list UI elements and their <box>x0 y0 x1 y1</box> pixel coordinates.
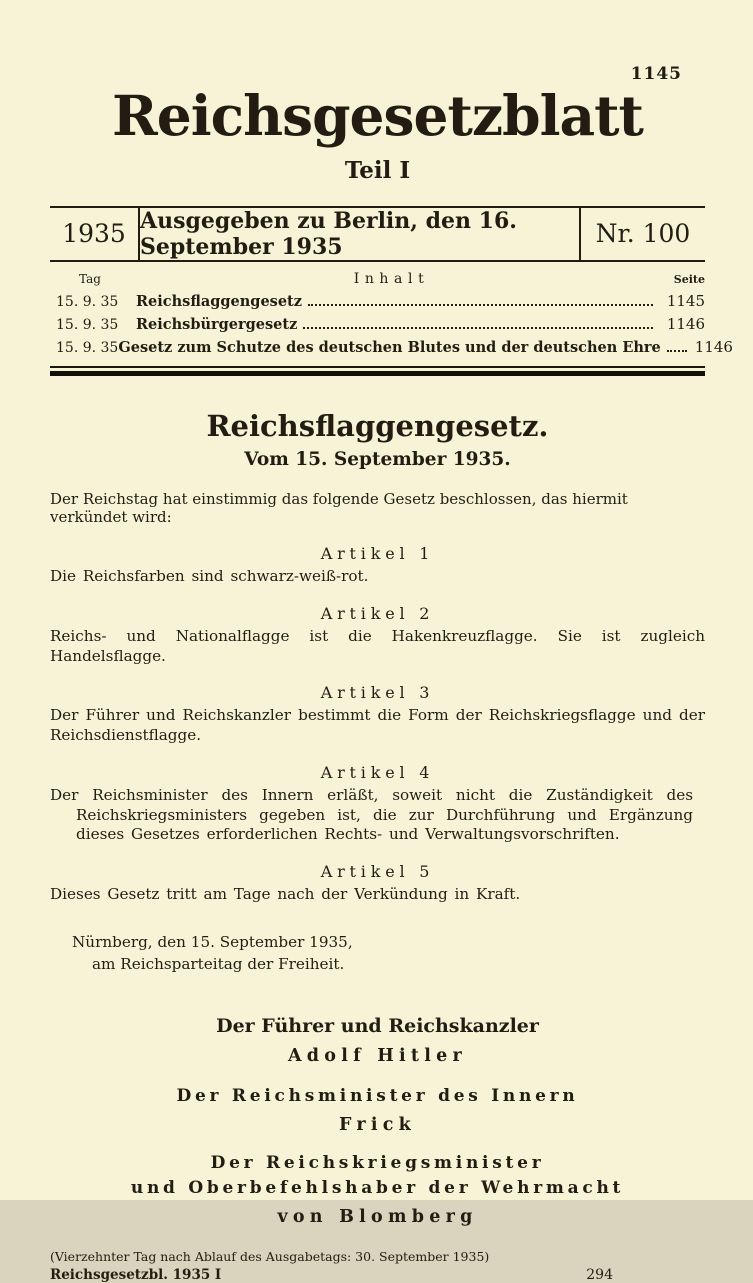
issue-info-table <box>50 206 705 262</box>
toc-row-title: Gesetz zum Schutze des deutschen Blutes und der deutschen Ehre <box>118 338 661 356</box>
article-text: Reichs- und Nationalflagge ist die Hakenkreuzflagge. Sie ist zugleich Handelsflagge. <box>50 626 705 665</box>
toc-row <box>50 292 705 310</box>
signature-role-line2: und Oberbefehlshaber der Wehrmacht <box>130 1177 625 1198</box>
sheet-number: 294 <box>586 1266 613 1283</box>
toc-row-page: 1145 <box>666 291 705 310</box>
article-heading: Artikel 2 <box>320 603 435 623</box>
article-text: Der Reichsminister des Innern erläßt, soweit nicht die Zuständigkeit des Reichskriegsministers gegeben ist, die zur Durchführung und Ergänzung dieses Gesetzes erforderlichen Rechts- und Verwaltungsvorschriften. <box>50 785 693 844</box>
article-text: Die Reichsfarben sind schwarz-weiß-rot. <box>50 567 369 585</box>
law-subtitle: Vom 15. September 1935. <box>244 448 511 470</box>
toc-row-page: 1146 <box>694 337 733 356</box>
article-5 <box>50 862 705 905</box>
article-text: Dieses Gesetz tritt am Tage nach der Verkündung in Kraft. <box>50 885 521 903</box>
place-date-line1: Nürnberg, den 15. September 1935, <box>72 932 353 951</box>
toc-header <box>50 271 705 287</box>
issue-year: 1935 <box>50 208 140 260</box>
toc-row <box>50 315 705 333</box>
article-4 <box>50 763 705 845</box>
toc-dotted-leader <box>308 304 653 306</box>
section-divider-rule <box>50 366 705 376</box>
law-preamble: Der Reichstag hat einstimmig das folgende Gesetz beschlossen, das hiermit verkündet wird: <box>50 489 628 527</box>
article-3 <box>50 683 705 746</box>
signature-role: Der Reichskriegsminister <box>210 1152 545 1173</box>
toc-dotted-leader <box>303 327 653 329</box>
toc-dotted-leader <box>667 350 687 352</box>
table-of-contents <box>50 270 733 356</box>
signature-role: Der Reichsminister des Innern <box>176 1085 579 1106</box>
article-heading: Artikel 4 <box>320 762 435 782</box>
signature-kriegsminister <box>50 1153 705 1227</box>
signature-name: Frick <box>338 1114 416 1135</box>
effective-date-note: (Vierzehnter Tag nach Ablauf des Ausgabetags: 30. September 1935) <box>50 1248 490 1264</box>
toc-col-page: Seite <box>673 272 705 286</box>
toc-row <box>50 337 733 356</box>
article-1 <box>50 544 705 587</box>
toc-row-page: 1146 <box>666 314 705 333</box>
toc-row-title: Reichsflaggengesetz <box>136 292 302 310</box>
article-2 <box>50 604 705 667</box>
signature-role: Der Führer und Reichskanzler <box>216 1014 539 1037</box>
issue-number: Nr. 100 <box>595 219 691 248</box>
toc-row-title: Reichsbürgergesetz <box>136 315 298 333</box>
signature-innenminister <box>50 1086 705 1135</box>
toc-row-date: 15. 9. 35 <box>56 339 119 356</box>
footer-imprint-row <box>50 1267 705 1283</box>
article-heading: Artikel 3 <box>320 683 435 703</box>
toc-col-content: Inhalt <box>353 270 430 287</box>
toc-row-date: 15. 9. 35 <box>56 293 119 310</box>
signature-fuehrer <box>50 1015 705 1066</box>
article-heading: Artikel 5 <box>320 862 435 881</box>
page-number: 1145 <box>630 64 682 84</box>
signature-name: Adolf Hitler <box>287 1045 468 1066</box>
signature-name: von Blomberg <box>277 1206 478 1227</box>
toc-col-date: Tag <box>79 271 101 286</box>
gazette-part: Teil I <box>344 156 411 184</box>
imprint-label: Reichsgesetzbl. 1935 I <box>50 1266 222 1283</box>
place-date-block <box>50 931 705 975</box>
toc-row-date: 15. 9. 35 <box>56 316 119 333</box>
article-text: Der Führer und Reichskanzler bestimmt die Form der Reichskriegsflagge und der Reichsdienstflagge. <box>50 706 705 744</box>
place-date-line2: am Reichsparteitag der Freiheit. <box>92 954 345 973</box>
gazette-title: Reichsgesetzblatt <box>112 83 643 148</box>
law-title: Reichsflaggengesetz. <box>206 408 549 443</box>
article-heading: Artikel 1 <box>320 544 435 563</box>
issue-line: Ausgegeben zu Berlin, den 16. September 1935 <box>140 208 581 260</box>
